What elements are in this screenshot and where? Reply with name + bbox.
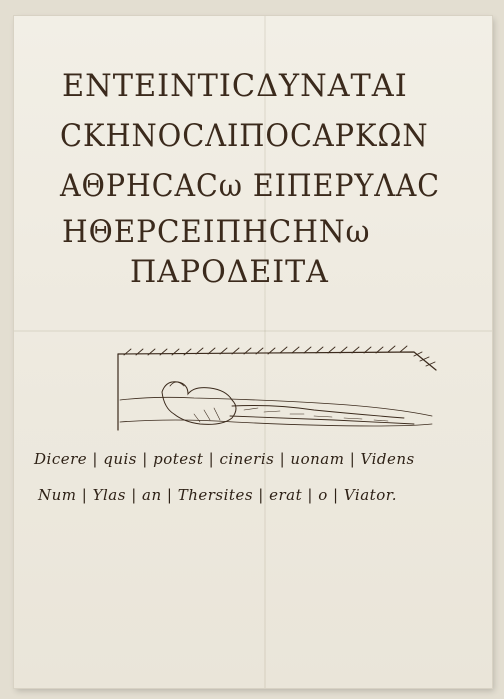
manuscript-sheet <box>14 16 492 688</box>
latin-line-1: Dicere | quis | potest | cineris | uonam | Videns <box>34 450 415 468</box>
greek-line-3: ΑΘΡΗCΑCω ΕΙΠΕΡΥΛΑC <box>60 168 440 204</box>
tomb-sketch <box>114 334 444 434</box>
greek-line-4: ΗΘΕΡCΕΙΠΗCΗΝω <box>62 214 371 250</box>
fold-line-horizontal <box>14 330 492 332</box>
latin-line-2: Num | Ylas | an | Thersites | erat | o | Viator. <box>38 486 398 504</box>
greek-line-1: ΕΝΤΕΙΝΤΙCΔΥΝΑΤΑΙ <box>62 68 408 104</box>
greek-line-2: CΚΗΝΟCΛΙΠΟCΑΡΚΩΝ <box>60 118 429 154</box>
greek-line-5: ΠΑΡΟΔΕΙΤΑ <box>130 254 329 290</box>
